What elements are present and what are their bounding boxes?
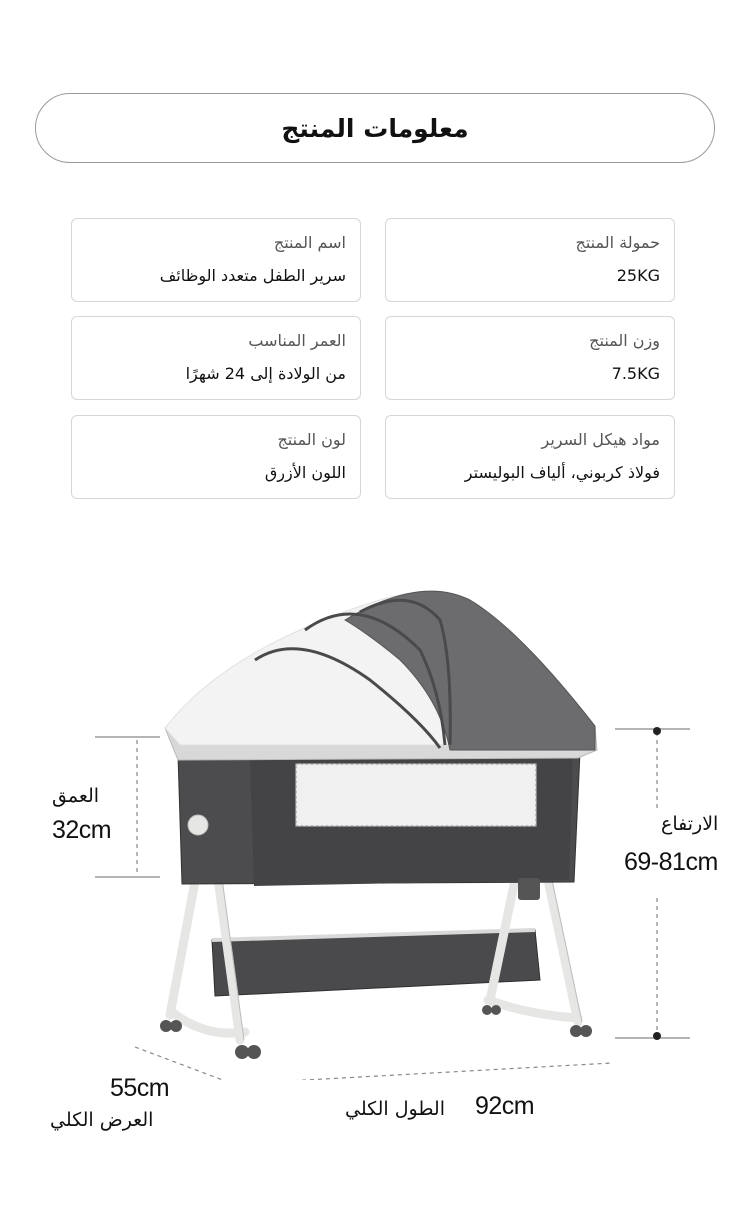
height-dimension-line	[615, 729, 690, 1038]
spec-label: اسم المنتج	[273, 233, 346, 252]
width-value: 55cm	[110, 1074, 170, 1102]
spec-value: 7.5KG	[611, 364, 660, 383]
height-value: 69-81cm	[624, 848, 718, 876]
spec-label: العمر المناسب	[248, 331, 346, 350]
spec-value: اللون الأزرق	[264, 463, 346, 482]
spec-card-load	[385, 218, 675, 302]
length-label: الطول الكلي	[345, 1098, 446, 1120]
spec-value: فولاذ كربوني، ألياف البوليستر	[464, 463, 660, 482]
depth-label: العمق	[52, 785, 100, 807]
spec-card-product-name	[71, 218, 361, 302]
spec-value: من الولادة إلى 24 شهرًا	[185, 364, 346, 383]
product-info-title-pill	[35, 93, 715, 163]
spec-value: 25KG	[616, 266, 660, 285]
spec-label: مواد هيكل السرير	[541, 430, 660, 449]
spec-label: لون المنتج	[277, 430, 346, 449]
width-label: العرض الكلي	[50, 1109, 154, 1131]
spec-label: حمولة المنتج	[575, 233, 660, 252]
spec-card-material	[385, 415, 675, 499]
bassinet-image	[0, 560, 750, 1080]
spec-card-suitable-age	[71, 316, 361, 400]
page-title: معلومات المنتج	[281, 113, 469, 143]
length-value: 92cm	[475, 1092, 535, 1120]
spec-card-color	[71, 415, 361, 499]
spec-card-weight	[385, 316, 675, 400]
spec-label: وزن المنتج	[589, 331, 660, 350]
depth-dimension-line	[95, 737, 160, 877]
depth-value: 32cm	[52, 816, 112, 844]
length-dimension-line	[270, 1063, 612, 1080]
height-label: الارتفاع	[661, 813, 719, 835]
spec-value: سرير الطفل متعدد الوظائف	[159, 266, 346, 285]
